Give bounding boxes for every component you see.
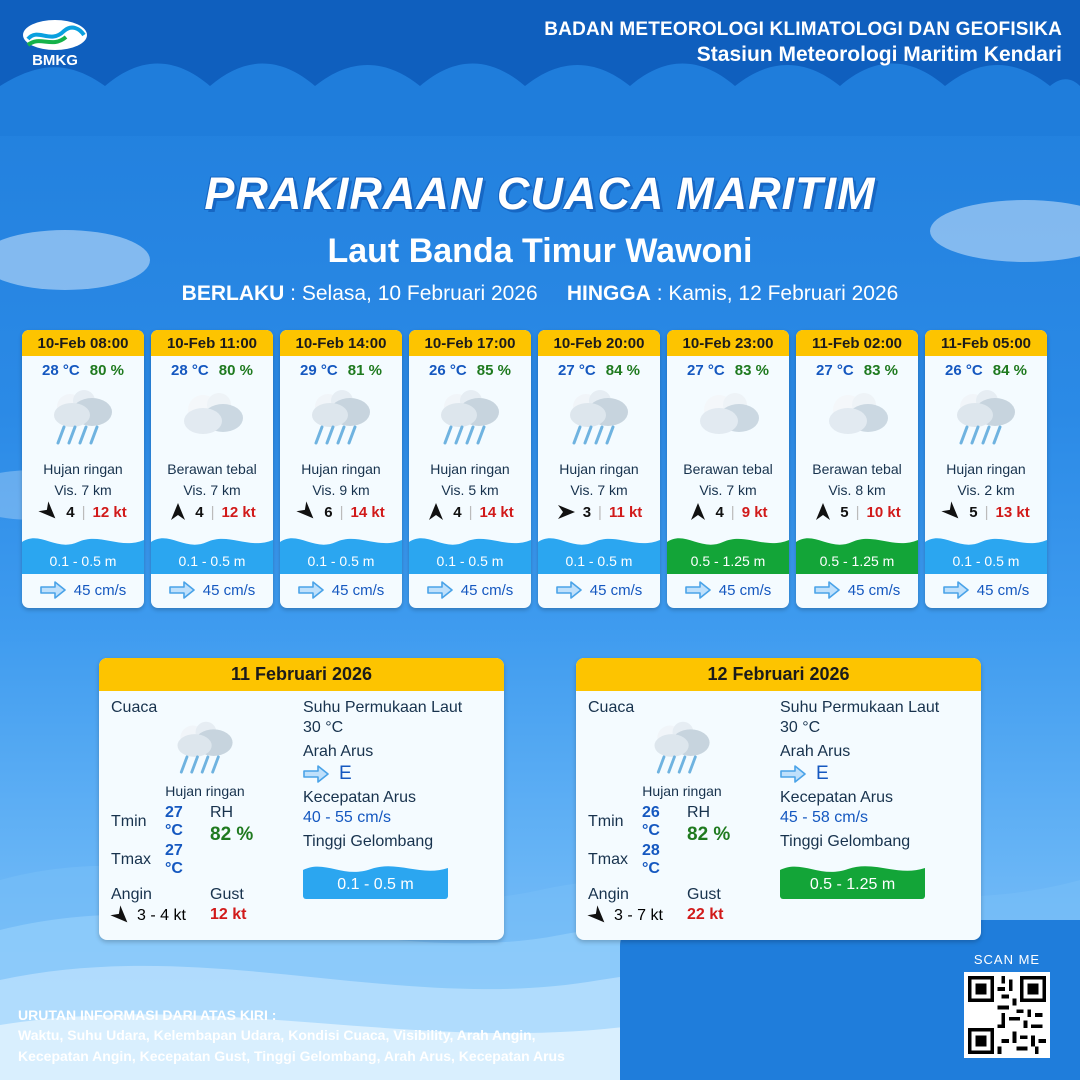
hourly-forecast-list xyxy=(22,330,1062,608)
current-direction-icon xyxy=(943,581,969,599)
angin-label: Angin xyxy=(588,886,629,903)
divider: | xyxy=(339,503,344,521)
wind-direction-icon xyxy=(168,502,188,522)
legend-title: URUTAN INFORMASI DARI ATAS KIRI : xyxy=(18,1007,277,1024)
weather-icon xyxy=(280,381,402,459)
humidity: 83 % xyxy=(734,362,769,379)
rh-value: 82 % xyxy=(210,824,254,845)
forecast-time: 10-Feb 23:00 xyxy=(667,330,789,356)
legend-line1: Waktu, Suhu Udara, Kelembapan Udara, Kondisi Cuaca, Visibility, Arah Angin, xyxy=(18,1027,536,1044)
wind-row xyxy=(409,502,531,528)
weather-condition: Berawan tebal xyxy=(167,461,257,477)
weather-condition: Hujan ringan xyxy=(43,461,123,477)
current-speed: 45 cm/s xyxy=(589,581,643,599)
wind-row xyxy=(538,502,660,528)
temp-humidity-row xyxy=(925,356,1047,381)
wave-height: 0.1 - 0.5 m xyxy=(49,553,117,569)
divider: | xyxy=(984,503,989,521)
visibility: Vis. 7 km xyxy=(54,482,112,498)
wave-height: 0.5 - 1.25 m xyxy=(819,553,895,569)
divider: | xyxy=(468,503,473,521)
wave-height-band xyxy=(925,528,1047,574)
current-speed: 45 cm/s xyxy=(718,581,772,599)
current-row xyxy=(280,574,402,608)
forecast-time: 11-Feb 02:00 xyxy=(796,330,918,356)
hourly-forecast-card xyxy=(409,330,531,608)
weather-icon xyxy=(538,381,660,459)
air-temperature: 26 °C xyxy=(945,362,983,379)
visibility: Vis. 9 km xyxy=(312,482,370,498)
wind-speed-num: 3 xyxy=(582,503,592,521)
forecast-time: 10-Feb 17:00 xyxy=(409,330,531,356)
air-temperature: 28 °C xyxy=(171,362,209,379)
wave-height-value: 0.1 - 0.5 m xyxy=(337,876,414,893)
temp-humidity-row xyxy=(409,356,531,381)
humidity: 80 % xyxy=(89,362,124,379)
current-row xyxy=(22,574,144,608)
page-subtitle: Laut Banda Timur Wawoni xyxy=(327,232,753,270)
wave-height: 0.5 - 1.25 m xyxy=(690,553,766,569)
gust-value: 22 kt xyxy=(687,906,724,923)
page-header xyxy=(0,0,1080,86)
hourly-forecast-card xyxy=(151,330,273,608)
temp-humidity-row xyxy=(538,356,660,381)
wind-row xyxy=(22,502,144,528)
weather-icon xyxy=(151,381,273,459)
hourly-forecast-card xyxy=(538,330,660,608)
wind-row xyxy=(151,502,273,528)
weather-condition: Hujan ringan xyxy=(559,461,639,477)
weather-icon xyxy=(796,381,918,459)
temp-humidity-row xyxy=(667,356,789,381)
arus-direction: E xyxy=(816,763,829,784)
current-direction-icon xyxy=(685,581,711,599)
weather-icon xyxy=(22,381,144,459)
weather-icon xyxy=(667,381,789,459)
current-speed: 45 cm/s xyxy=(976,581,1030,599)
bmkg-logo xyxy=(18,9,92,77)
tmin-value: 26 °C xyxy=(641,804,660,839)
kecepatan-arus-value: 45 - 58 cm/s xyxy=(780,809,869,826)
current-direction-icon xyxy=(298,581,324,599)
rh-value: 82 % xyxy=(687,824,731,845)
air-temperature: 29 °C xyxy=(300,362,338,379)
angin-value: 3 - 4 kt xyxy=(137,907,186,924)
legend-line2: Kecepatan Angin, Kecepatan Gust, Tinggi Gelombang, Arah Arus, Kecepatan Arus xyxy=(18,1047,565,1064)
page-title: PRAKIRAAN CUACA MARITIM xyxy=(204,168,876,219)
current-direction-icon xyxy=(169,581,195,599)
current-direction-icon xyxy=(427,581,453,599)
valid-from-value: : Selasa, 10 Februari 2026 xyxy=(290,282,538,305)
wave-height-badge xyxy=(780,857,925,899)
current-row xyxy=(925,574,1047,608)
wind-direction-icon xyxy=(584,902,612,930)
current-speed: 45 cm/s xyxy=(847,581,901,599)
divider: | xyxy=(598,503,602,521)
sst-value: 30 °C xyxy=(780,719,821,736)
temp-humidity-row xyxy=(796,356,918,381)
tmin-label: Tmin xyxy=(111,813,147,830)
air-temperature: 26 °C xyxy=(429,362,467,379)
daily-date: 12 Februari 2026 xyxy=(576,658,981,691)
humidity: 84 % xyxy=(605,362,640,379)
valid-to-label: HINGGA xyxy=(566,282,651,305)
wind-row xyxy=(925,502,1047,528)
arus-label: Arah Arus xyxy=(303,743,374,760)
daily-forecast-list xyxy=(0,658,1080,940)
humidity: 80 % xyxy=(218,362,253,379)
rh-label: RH xyxy=(210,804,234,821)
rain-shower-icon xyxy=(947,385,1025,455)
wind-row xyxy=(796,502,918,528)
tmax-label: Tmax xyxy=(588,851,628,868)
kecepatan-arus-label: Kecepatan Arus xyxy=(303,789,416,806)
current-row xyxy=(409,574,531,608)
air-temperature: 27 °C xyxy=(687,362,725,379)
forecast-time: 10-Feb 08:00 xyxy=(22,330,144,356)
divider: | xyxy=(81,503,86,521)
wave-height: 0.1 - 0.5 m xyxy=(952,553,1020,569)
wind-speed-num: 5 xyxy=(969,503,978,521)
weather-condition: Hujan ringan xyxy=(946,461,1026,477)
wind-gust: 14 kt xyxy=(350,503,385,521)
wave-height: 0.1 - 0.5 m xyxy=(565,553,633,569)
wind-gust: 14 kt xyxy=(479,503,514,521)
rh-label: RH xyxy=(687,804,711,821)
wind-speed-num: 4 xyxy=(715,503,724,521)
sst-value: 30 °C xyxy=(303,719,344,736)
wind-gust: 9 kt xyxy=(741,503,768,521)
humidity: 84 % xyxy=(992,362,1027,379)
current-row xyxy=(538,574,660,608)
current-speed: 45 cm/s xyxy=(460,581,514,599)
hourly-forecast-card xyxy=(925,330,1047,608)
wind-gust: 12 kt xyxy=(92,503,127,521)
temp-humidity-row xyxy=(280,356,402,381)
current-row xyxy=(796,574,918,608)
current-direction-icon xyxy=(303,765,329,783)
org-line2: Stasiun Meteorologi Maritim Kendari xyxy=(696,42,1062,66)
wind-row xyxy=(280,502,402,528)
wave-height-badge xyxy=(303,857,448,899)
forecast-time: 10-Feb 11:00 xyxy=(151,330,273,356)
cloudy-icon xyxy=(818,385,896,455)
hourly-forecast-card xyxy=(796,330,918,608)
wave-height-value: 0.5 - 1.25 m xyxy=(809,876,896,893)
tmin-label: Tmin xyxy=(588,813,624,830)
tmin-value: 27 °C xyxy=(164,804,183,839)
angin-label: Angin xyxy=(111,886,152,903)
wind-direction-icon xyxy=(813,502,833,522)
legend-note xyxy=(18,1005,638,1066)
visibility: Vis. 7 km xyxy=(570,482,628,498)
wave-height-band xyxy=(538,528,660,574)
wind-gust: 11 kt xyxy=(608,503,643,521)
current-speed: 45 cm/s xyxy=(202,581,256,599)
hourly-forecast-card xyxy=(22,330,144,608)
wave-height: 0.1 - 0.5 m xyxy=(178,553,246,569)
wave-height-band xyxy=(667,528,789,574)
cuaca-label: Cuaca xyxy=(111,699,158,716)
wave-height-band xyxy=(22,528,144,574)
wind-direction-icon xyxy=(107,902,135,930)
current-direction-icon xyxy=(40,581,66,599)
bmkg-logo-icon xyxy=(18,9,92,77)
qr-code[interactable] xyxy=(964,972,1050,1058)
kecepatan-arus-value: 40 - 55 cm/s xyxy=(303,809,392,826)
wave-height: 0.1 - 0.5 m xyxy=(307,553,375,569)
tmax-value: 28 °C xyxy=(641,842,660,877)
org-line1: BADAN METEOROLOGI KLIMATOLOGI DAN GEOFISIKA xyxy=(544,19,1062,40)
air-temperature: 27 °C xyxy=(816,362,854,379)
wind-gust: 13 kt xyxy=(995,503,1030,521)
current-direction-icon xyxy=(556,581,582,599)
wind-direction-icon xyxy=(688,502,708,522)
rain-shower-icon xyxy=(431,385,509,455)
divider: | xyxy=(855,503,860,521)
daily-forecast-panel xyxy=(99,658,504,940)
hourly-forecast-card xyxy=(667,330,789,608)
weather-icon xyxy=(111,717,299,783)
visibility: Vis. 7 km xyxy=(699,482,757,498)
kecepatan-arus-label: Kecepatan Arus xyxy=(780,789,893,806)
wave-height-band xyxy=(151,528,273,574)
gust-value: 12 kt xyxy=(210,906,247,923)
weather-condition: Hujan ringan xyxy=(430,461,510,477)
weather-condition: Hujan ringan xyxy=(301,461,381,477)
wave-height: 0.1 - 0.5 m xyxy=(436,553,504,569)
weather-condition: Berawan tebal xyxy=(683,461,773,477)
gust-label: Gust xyxy=(687,886,721,903)
wave-height-band xyxy=(796,528,918,574)
valid-from-label: BERLAKU xyxy=(181,282,285,305)
gelombang-label: Tinggi Gelombang xyxy=(303,833,434,850)
wind-speed-num: 6 xyxy=(324,503,333,521)
qr-section xyxy=(964,952,1050,1058)
air-temperature: 28 °C xyxy=(42,362,80,379)
sst-label: Suhu Permukaan Laut xyxy=(780,699,940,716)
header-org-titles xyxy=(544,19,1062,67)
cloudy-icon xyxy=(689,385,767,455)
arus-direction: E xyxy=(339,763,352,784)
wave-height-band xyxy=(280,528,402,574)
visibility: Vis. 7 km xyxy=(183,482,241,498)
visibility: Vis. 2 km xyxy=(957,482,1015,498)
visibility: Vis. 8 km xyxy=(828,482,886,498)
weather-icon xyxy=(588,717,776,783)
temp-humidity-row xyxy=(22,356,144,381)
wind-gust: 12 kt xyxy=(221,503,256,521)
hourly-forecast-card xyxy=(280,330,402,608)
rain-shower-icon xyxy=(44,385,122,455)
current-direction-icon xyxy=(780,765,806,783)
tmax-label: Tmax xyxy=(111,851,151,868)
cuaca-label: Cuaca xyxy=(588,699,635,716)
air-temperature: 27 °C xyxy=(558,362,596,379)
divider: | xyxy=(210,503,215,521)
rain-shower-icon xyxy=(560,385,638,455)
wave-height-band xyxy=(409,528,531,574)
gelombang-label: Tinggi Gelombang xyxy=(780,833,911,850)
svg-text:BMKG: BMKG xyxy=(32,52,78,69)
gust-label: Gust xyxy=(210,886,244,903)
wind-row xyxy=(667,502,789,528)
current-direction-icon xyxy=(814,581,840,599)
valid-to-value: : Kamis, 12 Februari 2026 xyxy=(656,282,899,305)
validity-period xyxy=(0,282,1080,306)
forecast-time: 10-Feb 20:00 xyxy=(538,330,660,356)
current-speed: 45 cm/s xyxy=(331,581,385,599)
wind-direction-icon xyxy=(556,502,576,522)
weather-icon xyxy=(409,381,531,459)
wind-speed-num: 5 xyxy=(840,503,849,521)
forecast-time: 11-Feb 05:00 xyxy=(925,330,1047,356)
cloudy-icon xyxy=(173,385,251,455)
humidity: 85 % xyxy=(476,362,511,379)
angin-value: 3 - 7 kt xyxy=(614,907,663,924)
wind-direction-icon xyxy=(426,502,446,522)
wind-direction-icon xyxy=(293,498,321,526)
sst-label: Suhu Permukaan Laut xyxy=(303,699,463,716)
current-row xyxy=(151,574,273,608)
daily-forecast-panel xyxy=(576,658,981,940)
current-row xyxy=(667,574,789,608)
rain-shower-icon xyxy=(302,385,380,455)
wind-speed-num: 4 xyxy=(453,503,462,521)
weather-condition: Hujan ringan xyxy=(165,783,245,799)
humidity: 83 % xyxy=(863,362,898,379)
forecast-time: 10-Feb 14:00 xyxy=(280,330,402,356)
rain-shower-icon xyxy=(645,717,719,784)
scan-me-label: SCAN ME xyxy=(973,952,1041,967)
tmax-value: 27 °C xyxy=(164,842,183,877)
temp-humidity-row xyxy=(151,356,273,381)
current-speed: 45 cm/s xyxy=(73,581,127,599)
rain-shower-icon xyxy=(168,717,242,784)
visibility: Vis. 5 km xyxy=(441,482,499,498)
weather-condition: Berawan tebal xyxy=(812,461,902,477)
wind-direction-icon xyxy=(938,498,966,526)
wind-gust: 10 kt xyxy=(866,503,901,521)
wind-speed-num: 4 xyxy=(195,503,204,521)
arus-label: Arah Arus xyxy=(780,743,851,760)
wind-direction-icon xyxy=(35,498,63,526)
divider: | xyxy=(730,503,735,521)
humidity: 81 % xyxy=(347,362,382,379)
wind-speed-num: 4 xyxy=(66,503,75,521)
daily-date: 11 Februari 2026 xyxy=(99,658,504,691)
weather-condition: Hujan ringan xyxy=(642,783,722,799)
weather-icon xyxy=(925,381,1047,459)
